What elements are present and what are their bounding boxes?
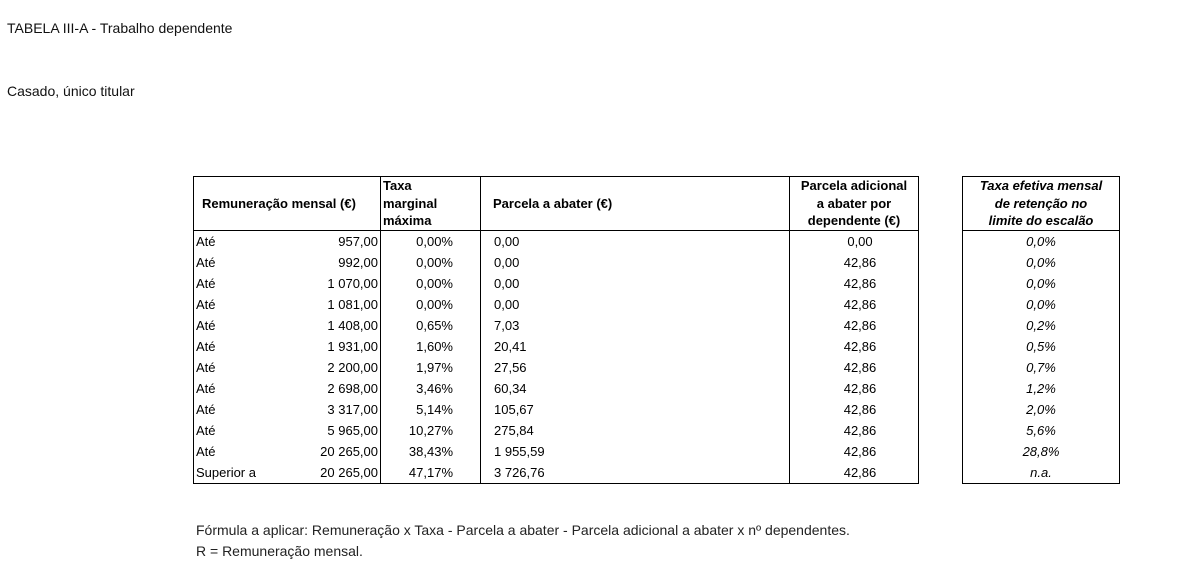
table-row [963,230,1120,252]
table-row [194,378,919,399]
dependent-deduction: 0,00 [790,230,919,252]
dependent-deduction: 42,86 [790,378,919,399]
table-row [963,441,1120,462]
table-row [963,399,1120,420]
formula-note: Fórmula a aplicar: Remuneração x Taxa - Parcela a abater - Parcela adicional a abater x nº dependentes. [196,522,850,538]
bracket-label: Até [194,399,274,420]
table-row [963,336,1120,357]
table-row [194,315,919,336]
withholding-table [193,176,919,484]
marginal-rate: 10,27% [381,420,481,441]
table-row [194,399,919,420]
table-row [194,420,919,441]
bracket-label: Até [194,357,274,378]
marginal-rate: 0,00% [381,252,481,273]
deduction-amount: 105,67 [481,399,790,420]
bracket-label: Até [194,315,274,336]
header-efetiva-line3: limite do escalão [988,213,1094,228]
dependent-deduction: 42,86 [790,273,919,294]
bracket-limit: 2 698,00 [274,378,381,399]
table-row [194,357,919,378]
effective-rate-value: 2,0% [963,399,1120,420]
bracket-label: Até [194,230,274,252]
table-row [963,273,1120,294]
dependent-deduction: 42,86 [790,252,919,273]
table-row [963,357,1120,378]
header-remuneracao: Remuneração mensal (€) [194,177,381,231]
deduction-amount: 0,00 [481,252,790,273]
effective-rate-value: 0,0% [963,294,1120,315]
marginal-rate: 0,00% [381,273,481,294]
bracket-limit: 957,00 [274,230,381,252]
header-efetiva-line2: de retenção no [994,195,1088,211]
header-taxa-efetiva [963,177,1120,231]
table-row [963,294,1120,315]
marginal-rate: 0,00% [381,294,481,315]
bracket-label: Até [194,378,274,399]
dependent-deduction: 42,86 [790,399,919,420]
dependent-deduction: 42,86 [790,315,919,336]
header-adicional-line1: Parcela adicional [800,178,908,193]
bracket-limit: 1 408,00 [274,315,381,336]
table-row [963,315,1120,336]
deduction-amount: 3 726,76 [481,462,790,484]
effective-rate-value: 0,0% [963,273,1120,294]
bracket-label: Até [194,252,274,273]
table-row [194,441,919,462]
header-adicional-line2: a abater por [816,195,892,211]
header-taxa-marginal [381,177,481,231]
effective-rate-value: 0,2% [963,315,1120,336]
dependent-deduction: 42,86 [790,441,919,462]
deduction-amount: 0,00 [481,273,790,294]
deduction-amount: 27,56 [481,357,790,378]
effective-rate-value: 0,0% [963,252,1120,273]
marginal-rate: 1,60% [381,336,481,357]
effective-rate-value: 28,8% [963,441,1120,462]
bracket-label: Até [194,294,274,315]
table-row [194,294,919,315]
deduction-amount: 1 955,59 [481,441,790,462]
bracket-limit: 20 265,00 [274,441,381,462]
table-row [963,420,1120,441]
effective-rate-value: 5,6% [963,420,1120,441]
header-parcela-adicional [790,177,919,231]
table-row [194,252,919,273]
bracket-limit: 1 070,00 [274,273,381,294]
bracket-limit: 992,00 [274,252,381,273]
marginal-rate: 0,00% [381,230,481,252]
deduction-amount: 60,34 [481,378,790,399]
table-row [194,230,919,252]
table-row [963,462,1120,484]
header-taxa-line1: Taxa [383,178,412,193]
effective-rate-value: 0,5% [963,336,1120,357]
definition-note: R = Remuneração mensal. [196,543,363,559]
effective-rate-value: 0,7% [963,357,1120,378]
header-taxa-line2: marginal [383,195,438,211]
table-row [194,336,919,357]
deduction-amount: 0,00 [481,230,790,252]
marginal-rate: 38,43% [381,441,481,462]
dependent-deduction: 42,86 [790,462,919,484]
dependent-deduction: 42,86 [790,420,919,441]
header-efetiva-line1: Taxa efetiva mensal [979,178,1103,193]
bracket-limit: 3 317,00 [274,399,381,420]
deduction-amount: 275,84 [481,420,790,441]
marginal-rate: 0,65% [381,315,481,336]
bracket-limit: 1 931,00 [274,336,381,357]
deduction-amount: 20,41 [481,336,790,357]
bracket-limit: 1 081,00 [274,294,381,315]
header-parcela: Parcela a abater (€) [481,177,790,231]
effective-rate-value: n.a. [963,462,1120,484]
deduction-amount: 7,03 [481,315,790,336]
marginal-rate: 3,46% [381,378,481,399]
marginal-rate: 1,97% [381,357,481,378]
bracket-limit: 20 265,00 [274,462,381,484]
withholding-table-body [194,230,919,483]
marginal-rate: 47,17% [381,462,481,484]
bracket-label: Até [194,273,274,294]
bracket-label: Superior a [194,462,274,484]
table-row [963,378,1120,399]
page-subtitle: Casado, único titular [7,83,135,99]
dependent-deduction: 42,86 [790,294,919,315]
effective-rate-value: 0,0% [963,230,1120,252]
bracket-label: Até [194,441,274,462]
effective-rate-table [962,176,1120,484]
page-title: TABELA III-A - Trabalho dependente [7,20,233,36]
dependent-deduction: 42,86 [790,336,919,357]
bracket-label: Até [194,420,274,441]
bracket-limit: 2 200,00 [274,357,381,378]
bracket-limit: 5 965,00 [274,420,381,441]
header-adicional-line3: dependente (€) [807,213,901,228]
table-row [963,252,1120,273]
dependent-deduction: 42,86 [790,357,919,378]
header-taxa-line3: máxima [383,213,432,228]
bracket-label: Até [194,336,274,357]
effective-rate-value: 1,2% [963,378,1120,399]
table-row [194,273,919,294]
marginal-rate: 5,14% [381,399,481,420]
deduction-amount: 0,00 [481,294,790,315]
table-row [194,462,919,484]
effective-rate-table-body [963,230,1120,483]
